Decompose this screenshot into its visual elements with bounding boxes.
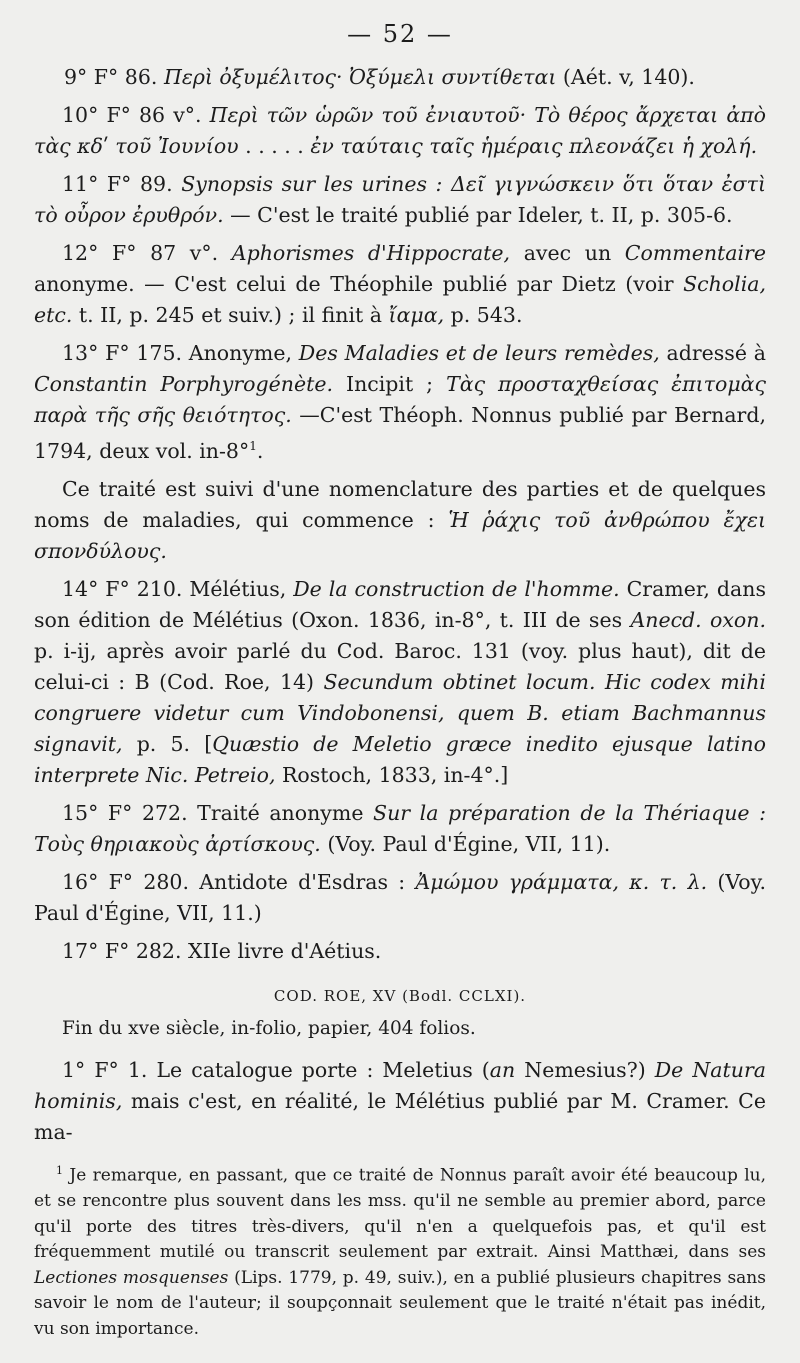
entry-head: 10° F° 86 v°.	[62, 103, 202, 127]
entry-text: p. 5. [	[136, 731, 213, 756]
greek-text: Ἡ ῥάχις τοῦ ἀνθρώπου ἔχει σπονδύλους.	[34, 507, 766, 563]
italic-title: De Natura hominis,	[34, 1057, 766, 1113]
italic-title: De la construction de l'homme.	[293, 576, 620, 601]
greek-text: Περὶ τῶν ὡρῶν τοῦ ἐνιαυτοῦ· Τὸ θέρος ἄρχεται ἀπὸ τὰς κδʹ τοῦ Ἰουνίου	[34, 103, 766, 158]
entry-12	[34, 238, 766, 331]
greek-text: ἐν ταύταις ταῖς ἡμέραις πλεονάζει ἡ χολή.	[310, 134, 758, 158]
greek-incipit: Ὀξύμελι συντίθεται	[349, 65, 557, 89]
greek-title: Περὶ ὀξυμέλιτος·	[163, 65, 343, 89]
entry-tail: (Aét. v, 140).	[562, 65, 695, 89]
entry-tail: (Voy. Paul d'Égine, VII, 11.)	[34, 869, 766, 925]
entry-tail: — C'est le traité publié par Ideler, t. II, p. 305-6.	[230, 203, 733, 227]
entry-head: 16° F° 280. Antidote d'Esdras :	[62, 869, 406, 894]
footnote	[34, 1158, 766, 1343]
italic-title: Sur la préparation de la Thériaque :	[373, 800, 767, 825]
entry-tail: mais c'est, en réalité, le Mélétius publié par M. Cramer. Ce ma-	[34, 1088, 766, 1144]
entry-text: Nemesius?)	[524, 1057, 646, 1082]
entry-text: avec un	[523, 241, 612, 265]
greek-text: Τοὺς θηριακοὺς ἀρτίσκους.	[34, 831, 321, 856]
italic-text: an	[489, 1057, 516, 1082]
footnote-marker: 1	[56, 1163, 63, 1177]
entry-text: Incipit ;	[345, 372, 434, 396]
paragraph-nomenclature	[34, 474, 766, 567]
entry-10	[34, 100, 766, 162]
footnote-text: Je remarque, en passant, que ce traité de Nonnus paraît avoir été beaucoup lu, et se rencontre plus souvent dans les mss. qu'il ne semble au premier abord, parce qu'il porte des titres très-divers, qu'il n'en a quelquefois pas, et qu'il est fréquemment mutilé ou transcrit seulement par extrait. Ainsi Matthæi, dans ses	[34, 1165, 767, 1263]
entry-17	[34, 936, 766, 967]
footnote-ref[interactable]: 1	[249, 439, 257, 453]
entry-tail: Rostoch, 1833, in-4°.]	[282, 762, 509, 787]
entry-14	[34, 574, 766, 791]
entry-tail: p. 543.	[450, 303, 523, 327]
entry-9	[34, 62, 766, 93]
entry-13	[34, 338, 766, 467]
footnote-text: (Lips. 1779, p. 49, suiv.), en a publié plusieurs chapitres sans savoir le nom de l'auteur; il soupçonnait seulement que le traité n'était pas inédit, vu son importance.	[34, 1267, 766, 1340]
entry-text: p. i-ij, après avoir parlé du Cod. Baroc. 131 (voy. plus haut), dit de celui-ci : B (Cod. Roe, 14)	[34, 638, 766, 694]
italic-title: Aphorismes d'Hippocrate,	[231, 241, 511, 265]
ellipsis-dots: . . . . .	[245, 134, 304, 158]
entry-15	[34, 798, 766, 860]
entry-tail: (Voy. Paul d'Égine, VII, 11).	[327, 831, 611, 856]
entry-text: Cramer, dans son édition de Mélétius (Oxon. 1836, in-8°, t. III de ses	[34, 576, 766, 632]
entry-text: anonyme. — C'est celui de Théophile publié par Dietz (voir	[34, 272, 674, 296]
codex-heading: COD. ROE, XV (Bodl. CCLXI).	[273, 986, 527, 1005]
entry-head: 17° F° 282. XIIe livre d'Aétius.	[62, 938, 382, 963]
codex-description: Fin du xve siècle, in-folio, papier, 404 folios.	[62, 1017, 476, 1039]
entry-tail-end: .	[256, 438, 264, 463]
entry-16	[34, 867, 766, 929]
entry-tail: —C'est Théoph. Nonnus publié par Bernard, 1794, deux vol. in-8°	[34, 403, 766, 463]
entry-1	[34, 1055, 766, 1148]
italic-title: Synopsis sur les urines :	[181, 172, 443, 196]
entry-head: 1° F° 1. Le catalogue porte : Meletius (	[62, 1057, 490, 1082]
entry-11	[34, 169, 766, 231]
greek-text: ἴαμα,	[388, 303, 445, 327]
italic-text: Quæstio de Meletio græce inedito ejusque latino interprete Nic. Petreio,	[34, 731, 766, 787]
entry-head: 12° F° 87 v°.	[62, 241, 219, 265]
italic-text: Commentaire	[624, 241, 766, 265]
entry-text: t. II, p. 245 et suiv.) ; il finit à	[78, 303, 383, 327]
greek-text: Δεῖ γιγνώσκειν ὅτι ὅταν ἐστὶ τὸ οὖρον ἐρυθρόν.	[34, 172, 766, 227]
paragraph-text: Ce traité est suivi d'une nomenclature des parties et de quelques noms de maladies, qui commence :	[34, 476, 766, 532]
entry-head: 9° F° 86.	[64, 65, 158, 89]
italic-text: Anecd. oxon.	[630, 607, 766, 632]
page-number: — 52 —	[347, 20, 453, 48]
entry-head: 13° F° 175. Anonyme,	[62, 341, 293, 365]
entry-head: 14° F° 210. Mélétius,	[62, 576, 287, 601]
italic-title: Des Maladies et de leurs remèdes,	[298, 341, 660, 365]
italic-text: Constantin Porphyrogénète.	[34, 372, 333, 396]
entry-text: adressé à	[666, 341, 766, 365]
entry-head: 15° F° 272. Traité anonyme	[62, 800, 364, 825]
italic-text: Scholia, etc.	[34, 272, 766, 327]
greek-text: Τὰς προσταχθείσας ἐπιτομὰς παρὰ τῆς σῆς θειότητος.	[34, 372, 766, 427]
greek-text: Ἀμώμου γράμματα, κ. τ. λ.	[415, 869, 708, 894]
footnote-italic: Lectiones mosquenses	[34, 1267, 229, 1288]
entry-head: 11° F° 89.	[62, 172, 173, 196]
italic-text: Secundum obtinet locum. Hic codex mihi congruere videtur cum Vindobonensi, quem B. etiam Bachmannus signavit,	[34, 669, 766, 756]
